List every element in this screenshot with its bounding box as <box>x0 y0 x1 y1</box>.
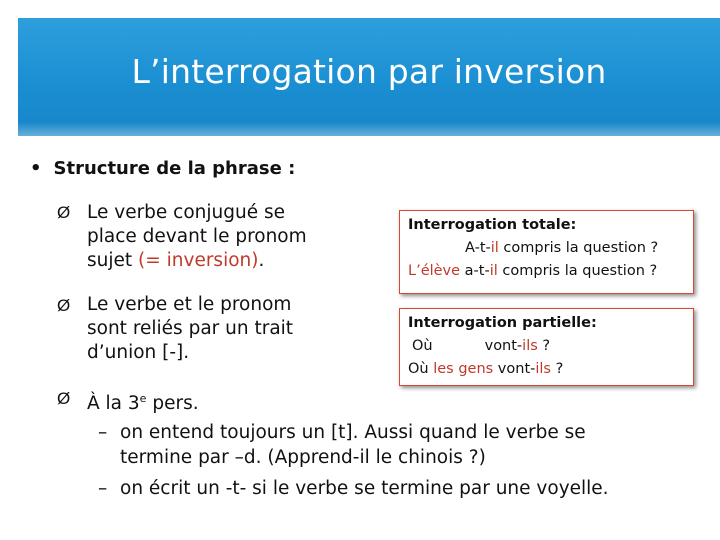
item-trait-line2: sont reliés par un trait <box>87 318 294 339</box>
bullet-structure <box>30 158 295 179</box>
arrow-bullet-icon: Ø <box>57 296 71 315</box>
text: compris la question ? <box>498 240 659 256</box>
sub-item-entend-line1: on entend toujours un [t]. Aussi quand le verbe se <box>120 422 586 443</box>
slide-title: L’interrogation par inversion <box>131 52 607 91</box>
arrow-bullet-icon: Ø <box>57 389 71 408</box>
item-inversion-line2: place devant le pronom <box>87 226 307 247</box>
item-inversion-line3 <box>87 249 307 273</box>
inversion-highlight: (= inversion) <box>138 250 259 271</box>
box-interrogation-totale <box>399 210 694 294</box>
dash-bullet: – <box>98 422 108 443</box>
pronoun-highlight: il <box>489 263 498 279</box>
text: vont- <box>484 338 523 354</box>
subject-highlight: L’élève <box>408 263 461 279</box>
box-totale-line2 <box>408 260 685 283</box>
subject-highlight: les gens <box>433 361 494 377</box>
sub-item-ecrit <box>98 476 609 501</box>
pronoun-highlight: il <box>490 240 499 256</box>
pronoun-highlight: ils <box>522 338 538 354</box>
bullet-dot: • <box>30 158 42 179</box>
item-trait-line1: Le verbe et le pronom <box>87 294 292 315</box>
item-troisieme-personne <box>87 387 199 416</box>
item3-prefix: À la 3 <box>87 393 140 415</box>
text: vont- <box>493 361 536 377</box>
item-inversion-period: . <box>258 250 265 271</box>
item-inversion-line1: Le verbe conjugué se <box>87 202 286 223</box>
box-totale-line1 <box>408 237 685 260</box>
box-partielle-line1 <box>408 335 685 358</box>
box-partielle-heading: Interrogation partielle: <box>408 315 597 331</box>
text: A-t- <box>465 240 491 256</box>
bullet-structure-text: Structure de la phrase : <box>53 158 296 179</box>
text: compris la question ? <box>497 263 658 279</box>
sub-item-ecrit-text: on écrit un -t- si le verbe se termine par une voyelle. <box>120 478 609 499</box>
item3-superscript: e <box>139 392 147 405</box>
box-interrogation-partielle <box>399 308 694 386</box>
sub-item-entend-line2: termine par –d. (Apprend-il le chinois ?) <box>120 447 486 468</box>
text: ? <box>551 361 564 377</box>
text: Où <box>408 361 434 377</box>
box-partielle-line2 <box>408 358 685 381</box>
box-totale-heading: Interrogation totale: <box>408 217 577 233</box>
text: ? <box>537 338 551 354</box>
sub-item-entend <box>98 420 586 470</box>
arrow-bullet-icon: Ø <box>57 203 71 222</box>
item-trait-line3: d’union [-]. <box>87 342 190 363</box>
item-trait-union <box>87 293 293 365</box>
item-inversion <box>87 201 307 273</box>
text: Où <box>412 338 433 354</box>
text: a-t- <box>460 263 490 279</box>
dash-bullet: – <box>98 478 108 499</box>
item-inversion-sujet: sujet <box>87 250 139 271</box>
pronoun-highlight: ils <box>535 361 551 377</box>
item3-suffix: pers. <box>146 393 199 415</box>
